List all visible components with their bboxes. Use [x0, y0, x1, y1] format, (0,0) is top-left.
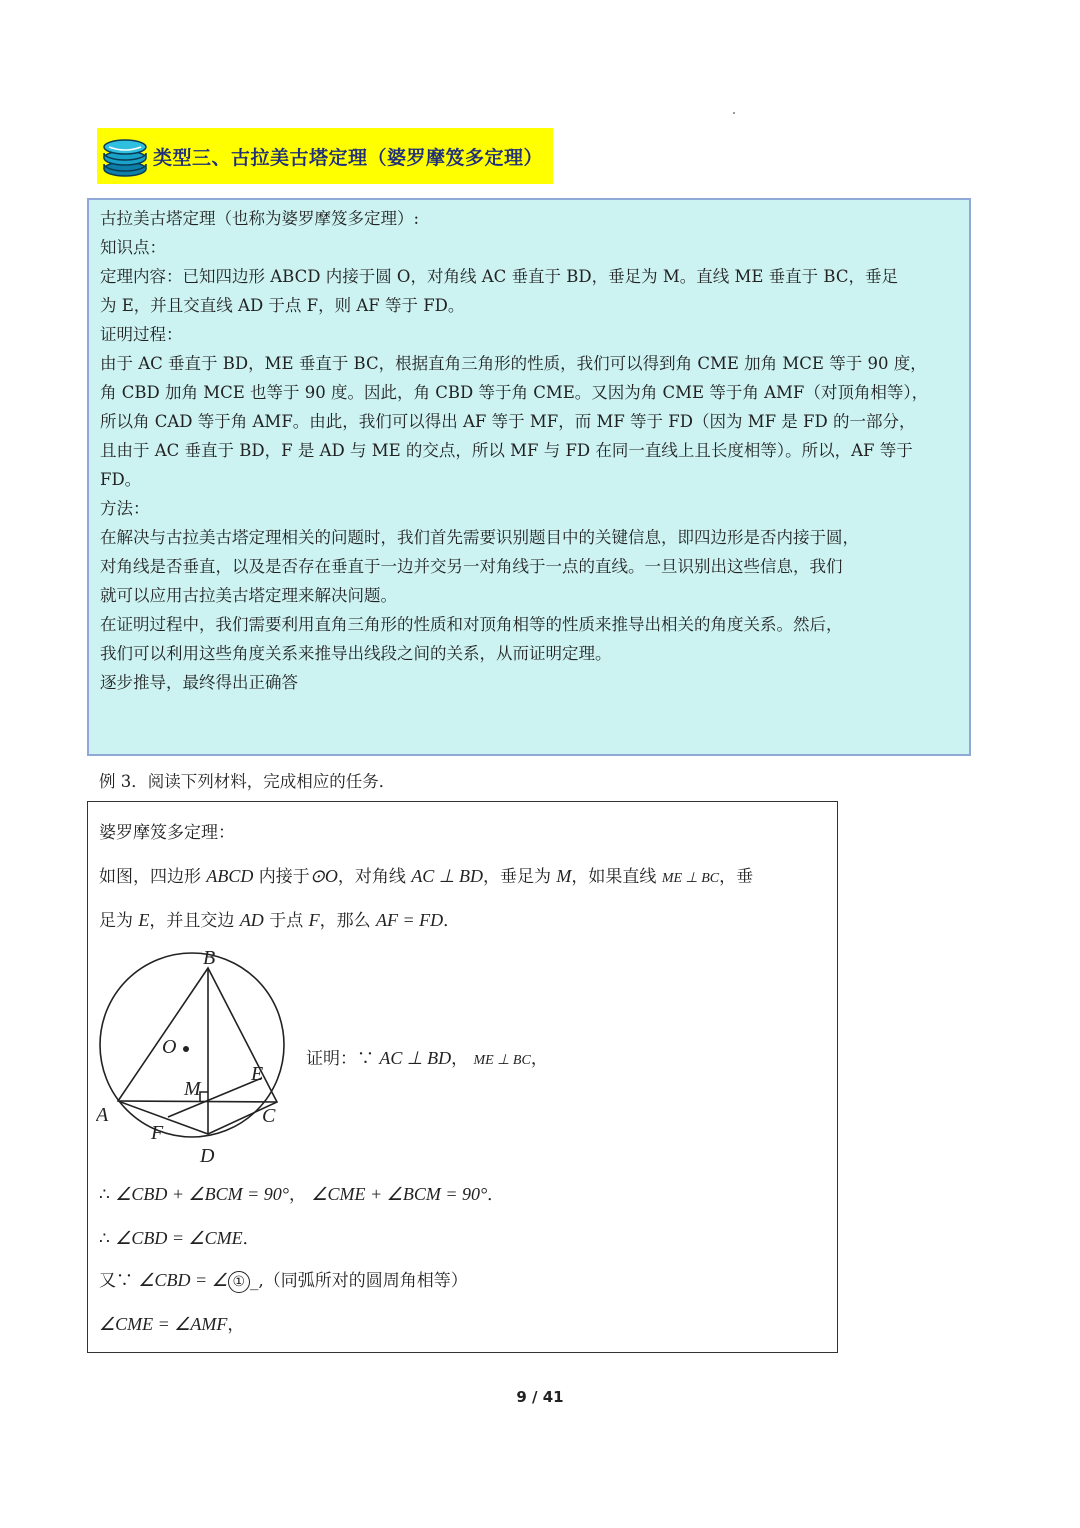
stray-mark: [733, 112, 735, 114]
knowledge-line: 逐步推导，最终得出正确答: [100, 673, 298, 692]
proof-step-4: ∠CME = ∠AMF，: [99, 1314, 245, 1335]
knowledge-line: 古拉美古塔定理（也称为婆罗摩笈多定理）:: [100, 209, 420, 228]
label-e: E: [251, 1063, 264, 1085]
section-title: 类型三、古拉美古塔定理（婆罗摩笈多定理）: [153, 146, 544, 169]
knowledge-line: 就可以应用古拉美古塔定理来解决问题。: [100, 586, 397, 605]
label-f: F: [151, 1122, 164, 1144]
proof-intro: 证明：∵ AC ⊥ BD， ME ⊥ BC，: [306, 1048, 548, 1069]
knowledge-box: [87, 198, 971, 756]
label-d: D: [200, 1145, 215, 1167]
right-angle-mark: [200, 1092, 208, 1101]
proof-step-3: 又∵ ∠CBD = ∠ ① _,（同弧所对的圆周角相等）: [99, 1270, 468, 1291]
books-icon: [101, 134, 149, 178]
label-a: A: [96, 1104, 109, 1126]
line-fe: [168, 1078, 262, 1117]
label-m: M: [184, 1078, 201, 1100]
proof-step-1: ∴ ∠CBD + ∠BCM = 90°， ∠CME + ∠BCM = 90°．: [99, 1184, 505, 1205]
knowledge-line: 所以角 CAD 等于角 AMF。由此，我们可以得出 AF 等于 MF，而 MF 等于 FD（因为 MF 是 FD 的一部分，: [100, 412, 916, 431]
knowledge-line: 由于 AC 垂直于 BD，ME 垂直于 BC，根据直角三角形的性质，我们可以得到角 CME 加角 MCE 等于 90 度，: [100, 354, 927, 373]
example-box: [87, 801, 838, 1353]
label-c: C: [262, 1105, 276, 1127]
knowledge-line: 在证明过程中，我们需要利用直角三角形的性质和对顶角相等的性质来推导出相关的角度关系。然后，: [100, 615, 843, 634]
label-o: O: [162, 1036, 177, 1058]
proof-step-2: ∴ ∠CBD = ∠CME．: [99, 1228, 260, 1249]
circle-o: [100, 953, 284, 1137]
label-b: B: [203, 947, 216, 969]
quadrilateral-abcd: [118, 968, 277, 1134]
section-header: [97, 128, 553, 184]
knowledge-line: 角 CBD 加角 MCE 也等于 90 度。因此，角 CBD 等于角 CME。又因为角 CME 等于角 AMF（对顶角相等），: [100, 383, 929, 402]
center-o-dot: [183, 1046, 189, 1052]
theorem-line-1: 如图，四边形 ABCD 内接于⊙O，对角线 AC ⊥ BD，垂足为 M，如果直线 ME ⊥ BC，垂: [99, 866, 754, 887]
blank-1-marker: ①: [228, 1271, 250, 1293]
diagonal-ac: [118, 1101, 277, 1102]
knowledge-line: 为 E，并且交直线 AD 于点 F，则 AF 等于 FD。: [100, 296, 465, 315]
knowledge-line: 知识点：: [100, 238, 166, 257]
figure-shapes: [100, 953, 284, 1137]
knowledge-line: 定理内容：已知四边形 ABCD 内接于圆 O，对角线 AC 垂直于 BD，垂足为 M。直线 ME 垂直于 BC，垂足: [100, 267, 898, 286]
knowledge-line: 方法：: [100, 499, 150, 518]
knowledge-line: FD。: [100, 470, 142, 489]
example-intro: 例 3．阅读下列材料，完成相应的任务．: [99, 772, 396, 791]
page-number: 9 / 41: [516, 1388, 564, 1406]
theorem-line-2: 足为 E，并且交边 AD 于点 F，那么 AF = FD．: [99, 910, 461, 931]
knowledge-line: 在解决与古拉美古塔定理相关的问题时，我们首先需要识别题目中的关键信息，即四边形是否内接于圆，: [100, 528, 859, 547]
knowledge-line: 且由于 AC 垂直于 BD，F 是 AD 与 ME 的交点，所以 MF 与 FD 在同一直线上且长度相等）。所以，AF 等于: [100, 441, 913, 460]
theorem-title: 婆罗摩笈多定理：: [99, 823, 235, 843]
geometry-figure: [96, 940, 296, 1172]
knowledge-line: 我们可以利用这些角度关系来推导出线段之间的关系，从而证明定理。: [100, 644, 612, 663]
knowledge-line: 证明过程：: [100, 325, 183, 344]
knowledge-line: 对角线是否垂直，以及是否存在垂直于一边并交另一对角线于一点的直线。一旦识别出这些信息，我们: [100, 557, 843, 576]
